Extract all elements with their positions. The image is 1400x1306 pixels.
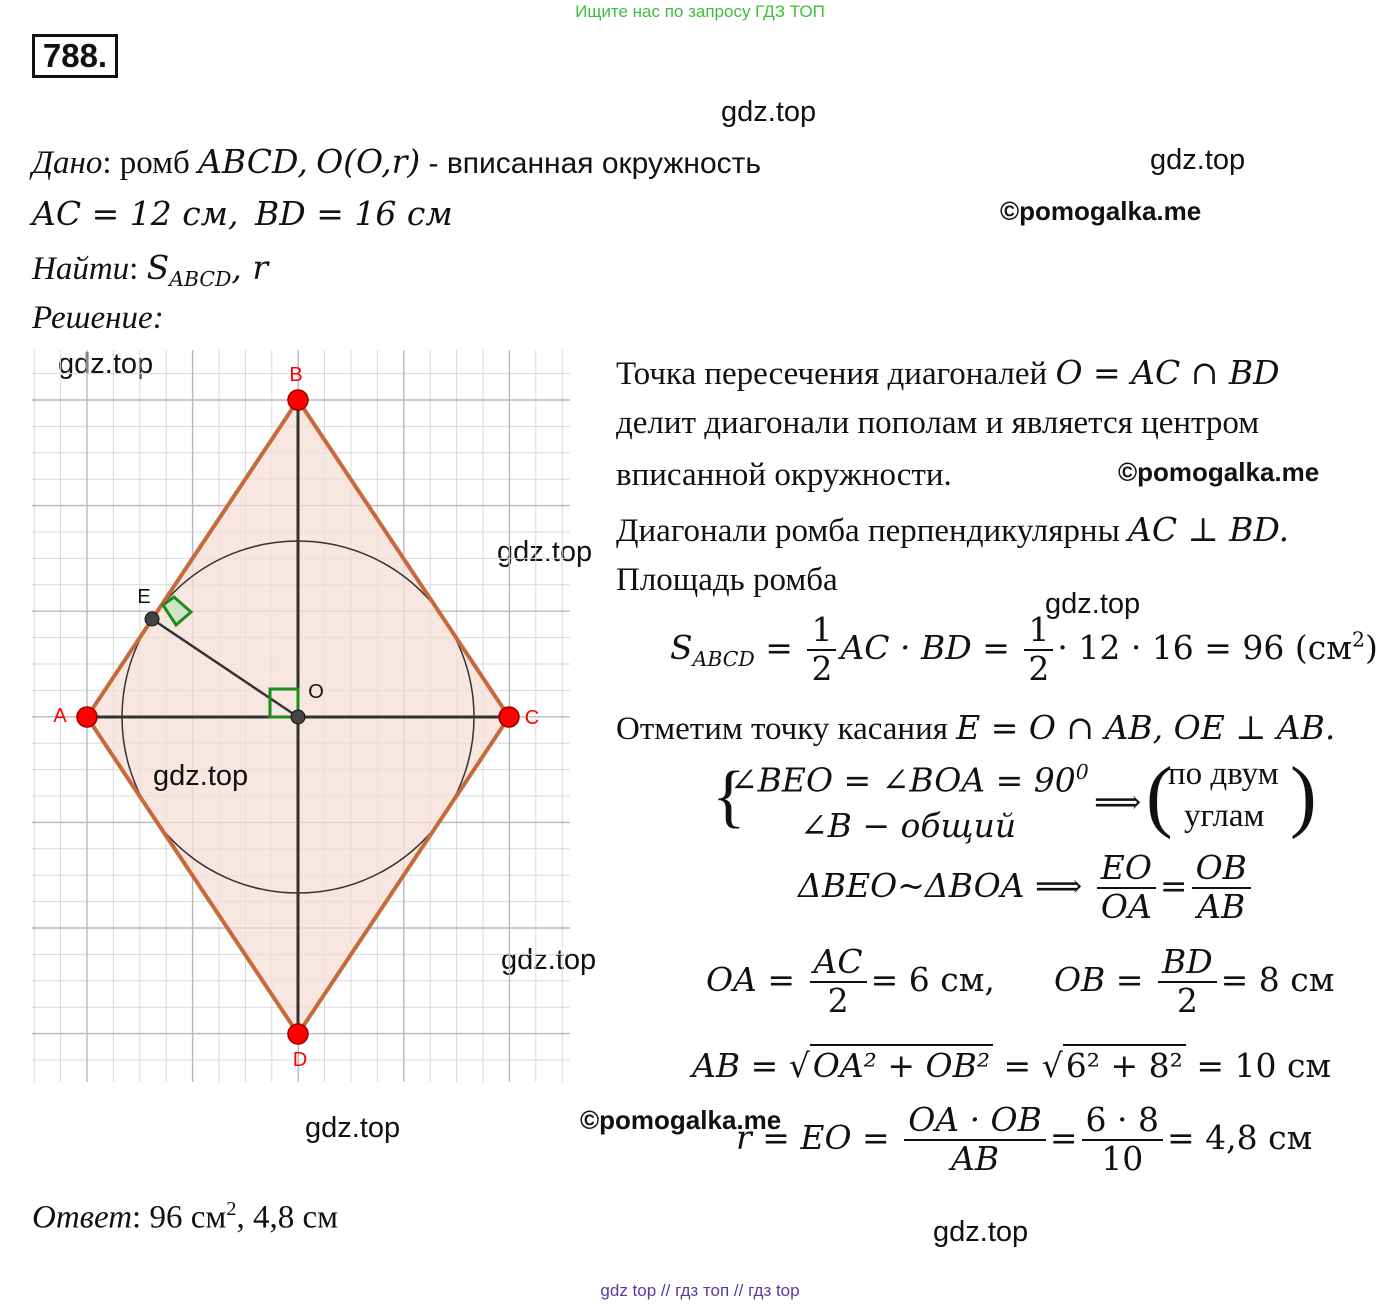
system-line-2: ∠B − общий [800,806,1017,845]
answer-line: Ответ: 96 $см^2$, 4,8 см [32,1198,338,1236]
solution-line-5: Площадь ромба [616,562,838,598]
area-formula: $S_{ABCD}$ = $\frac{1}{2}$ AC · BD = $\frac{1}{2}$ · 12 · 16 = 96 $(см^2)$ [670,610,1378,688]
watermark-pomogalka: ©pomogalka.me [1000,196,1202,226]
label-d: D [292,1049,308,1071]
given-values: AC = 12 см, BD = 16 см [32,194,453,233]
watermark-gdz: gdz.top [501,944,597,976]
implies-arrow: ⟹ [1094,785,1142,821]
reason-line-2: углам [1184,798,1265,834]
watermark-gdz: gdz.top [153,760,249,792]
given-line: Дано: ромб ABCD, O(O,r) - вписанная окружность [32,142,762,181]
find-line: Найти: $S_{ABCD}$, r [32,248,269,292]
problem-number: 788. [32,34,118,78]
system-brace: { [712,758,746,835]
top-banner: Ищите нас по запросу ГДЗ ТОП [575,2,825,21]
point-e [145,612,159,626]
ab-formula: AB = √OA² + OB² = √6² + 8² = 10 см [692,1046,1332,1085]
watermark-gdz: gdz.top [721,96,817,128]
solution-line-1: Точка пересечения диагоналей O = AC ∩ BD [616,353,1280,392]
watermark-gdz: gdz.top [1150,144,1246,176]
watermark-pomogalka: ©pomogalka.me [580,1105,782,1135]
watermark-gdz: gdz.top [497,536,593,568]
paren-left: ( [1146,752,1173,840]
oa-formula: OA = $\frac{AC}{2}$ = 6 см, [706,942,995,1020]
bottom-banner: gdz top // гдз топ // гдз top [600,1281,800,1300]
point-b [288,390,308,410]
reason-line-1: по двум [1168,756,1279,792]
solution-line-3: вписанной окружности. [616,457,952,493]
watermark-gdz: gdz.top [58,348,154,380]
point-c [499,707,519,727]
solution-line-2: делит диагонали пополам и является центром [616,405,1260,441]
r-formula: r = EO = $\frac{OA \cdot OB}{AB}$ = $\frac{6 \cdot 8}{10}$ = 4,8 см [736,1100,1313,1178]
point-o [291,710,305,724]
rhombus-figure [32,350,577,1090]
watermark-gdz: gdz.top [933,1216,1029,1248]
label-e: E [137,586,151,608]
watermark-pomogalka: ©pomogalka.me [1118,457,1320,487]
label-o: O [308,681,324,703]
watermark-gdz: gdz.top [1045,588,1141,620]
solution-label: Решение: [32,300,164,336]
point-d [288,1024,308,1044]
solution-line-4: Диагонали ромба перпендикулярны AC ⊥ BD. [616,510,1290,549]
point-a [77,707,97,727]
label-b: B [289,364,303,386]
label-a: A [53,705,67,727]
ob-formula: OB = $\frac{BD}{2}$ = 8 см [1054,942,1335,1020]
label-c: C [524,707,540,729]
paren-right: ) [1290,752,1317,840]
similarity-line: ΔBEO~ΔBOA ⟹ $\frac{EO}{OA}$ = $\frac{OB}{AB}$ [798,850,1255,926]
system-line-1: ∠BEO = ∠BOA = $90^0$ [730,760,1089,800]
tangent-line: Отметим точку касания E = O ∩ AB, OE ⊥ AB. [616,708,1336,747]
watermark-gdz: gdz.top [305,1112,401,1144]
